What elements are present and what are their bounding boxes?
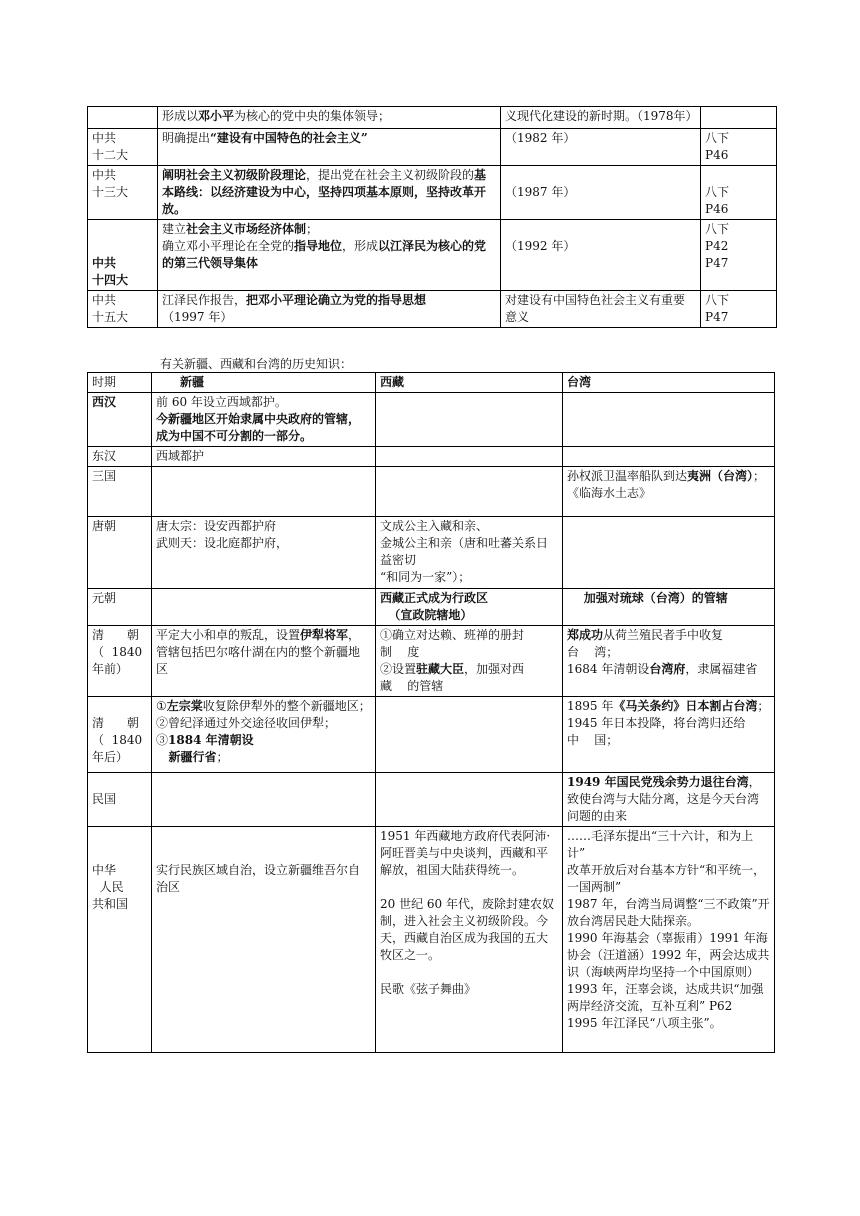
xizang-cell: 西藏正式成为行政区 （宣政院辖地）: [376, 589, 563, 626]
table-row: [88, 220, 777, 291]
reference-cell: 八下 P46: [701, 166, 777, 220]
header-row: [88, 373, 775, 393]
xinjiang-cell: [152, 467, 376, 517]
time-cell: （1982 年）: [501, 129, 701, 166]
party-cell: 中共 十五大: [88, 291, 158, 328]
period-cell: 三国: [88, 467, 152, 517]
table-row: [88, 291, 777, 328]
header-period: 时期: [88, 373, 152, 393]
xinjiang-cell: 唐太宗：设安西都护府 武则天：设北庭都护府，: [152, 517, 376, 589]
table-row: [88, 589, 775, 626]
xizang-cell: ①确立对达赖、班禅的册封制 度 ②设置驻藏大臣，加强对西藏 的管辖: [376, 626, 563, 697]
xinjiang-cell: 平定大小和卓的叛乱，设置伊犁将军，管辖包括巴尔喀什湖在内的整个新疆地区: [152, 626, 376, 697]
party-cell: 中共 十二大: [88, 129, 158, 166]
xizang-cell: [376, 697, 563, 773]
table-row: [88, 626, 775, 697]
table-row: [88, 393, 775, 447]
taiwan-cell: [563, 447, 775, 467]
reference-cell: 八下 P47: [701, 291, 777, 328]
taiwan-cell: 1949 年国民党残余势力退往台湾，致使台湾与大陆分离，这是今天台湾问题的由来: [563, 773, 775, 827]
time-cell: （1987 年）: [501, 166, 701, 220]
time-cell: （1992 年）: [501, 220, 701, 291]
table-row: [88, 517, 775, 589]
xizang-cell: 1951 年西藏地方政府代表阿沛·阿旺晋美与中央谈判，西藏和平解放，祖国大陆获得统一。 20 世纪 60 年代，废除封建农奴制，进入社会主义初级阶段。今天，西藏自治区成为我国的五大牧区之一。 民歌《弦子舞曲》: [376, 827, 563, 1053]
period-cell: 清 朝 （ 1840 年前）: [88, 626, 152, 697]
period-cell: 东汉: [88, 447, 152, 467]
xinjiang-cell: 前 60 年设立西域都护。 今新疆地区开始隶属中央政府的管辖，成为中国不可分割的一部分。: [152, 393, 376, 447]
party-cell: 中共 十三大: [88, 166, 158, 220]
table-row: [88, 129, 777, 166]
xizang-cell: [376, 773, 563, 827]
party-cell: 中共 十四大: [88, 220, 158, 291]
xinjiang-cell: ①左宗棠收复除伊犁外的整个新疆地区；②曾纪泽通过外交途径收回伊犁；③1884 年清朝设 新疆行省；: [152, 697, 376, 773]
content-cell: 阐明社会主义初级阶段理论，提出党在社会主义初级阶段的基本路线：以经济建设为中心，坚持四项基本原则，坚持改革开放。: [158, 166, 501, 220]
content-cell: 建立社会主义市场经济体制； 确立邓小平理论在全党的指导地位，形成以江泽民为核心的党的第三代领导集体: [158, 220, 501, 291]
header-xizang: 西藏: [376, 373, 563, 393]
table-caption: 有关新疆、西藏和台湾的历史知识：: [160, 357, 353, 371]
period-cell: 元朝: [88, 589, 152, 626]
period-cell: 中华 人民 共和国: [88, 827, 152, 1053]
table-row: [88, 447, 775, 467]
xizang-cell: [376, 393, 563, 447]
content-cell: 江泽民作报告，把邓小平理论确立为党的指导思想（1997 年）: [158, 291, 501, 328]
time-cell: 义现代化建设的新时期。（1978年）: [501, 107, 701, 129]
taiwan-cell: 郑成功从荷兰殖民者手中收复台 湾； 1684 年清朝设台湾府，隶属福建省: [563, 626, 775, 697]
taiwan-cell: [563, 393, 775, 447]
header-xinjiang: 新疆: [152, 373, 376, 393]
taiwan-cell: ……毛泽东提出“三十六计，和为上计” 改革开放后对台基本方针“和平统一，一国两制” 1987 年，台湾当局调整“三不政策”开放台湾居民赴大陆探亲。 1990 年海基会（辜振甫）1991 年海协会（汪道涵）1992 年，两会达成共识（海峡两岸均坚持一个中国原则） 1993 年，汪辜会谈，达成共识“加强两岸经济交流，互补互利” P62 1995 年江泽民“八项主张”。: [563, 827, 775, 1053]
table-row: [88, 166, 777, 220]
regions-history-table: [87, 372, 775, 1053]
reference-cell: 八下 P42 P47: [701, 220, 777, 291]
content-cell: 形成以邓小平为核心的党中央的集体领导；: [158, 107, 501, 129]
xizang-cell: 文成公主入藏和亲、 金城公主和亲（唐和吐蕃关系日益密切 “和同为一家”）；: [376, 517, 563, 589]
reference-cell: [701, 107, 777, 129]
taiwan-cell: 孙权派卫温率船队到达夷洲（台湾）； 《临海水土志》: [563, 467, 775, 517]
reference-cell: 八下 P46: [701, 129, 777, 166]
period-cell: 民国: [88, 773, 152, 827]
taiwan-cell: 加强对琉球（台湾）的管辖: [563, 589, 775, 626]
table-row: [88, 773, 775, 827]
xinjiang-cell: 西域都护: [152, 447, 376, 467]
table-row: [88, 697, 775, 773]
period-cell: 清 朝 （ 1840 年后）: [88, 697, 152, 773]
table-row: [88, 827, 775, 1053]
xinjiang-cell: [152, 589, 376, 626]
content-cell: 明确提出“建设有中国特色的社会主义”: [158, 129, 501, 166]
table-row: [88, 107, 777, 129]
taiwan-cell: [563, 517, 775, 589]
party-cell: [88, 107, 158, 129]
period-cell: 西汉: [88, 393, 152, 447]
table-row: [88, 467, 775, 517]
period-cell: 唐朝: [88, 517, 152, 589]
xinjiang-cell: [152, 773, 376, 827]
xizang-cell: [376, 447, 563, 467]
time-cell: 对建设有中国特色社会主义有重要意义: [501, 291, 701, 328]
xizang-cell: [376, 467, 563, 517]
header-taiwan: 台湾: [563, 373, 775, 393]
taiwan-cell: 1895 年《马关条约》日本割占台湾； 1945 年日本投降，将台湾归还给中 国；: [563, 697, 775, 773]
xinjiang-cell: 实行民族区域自治，设立新疆维吾尔自治区: [152, 827, 376, 1053]
party-congress-table: [87, 106, 777, 328]
